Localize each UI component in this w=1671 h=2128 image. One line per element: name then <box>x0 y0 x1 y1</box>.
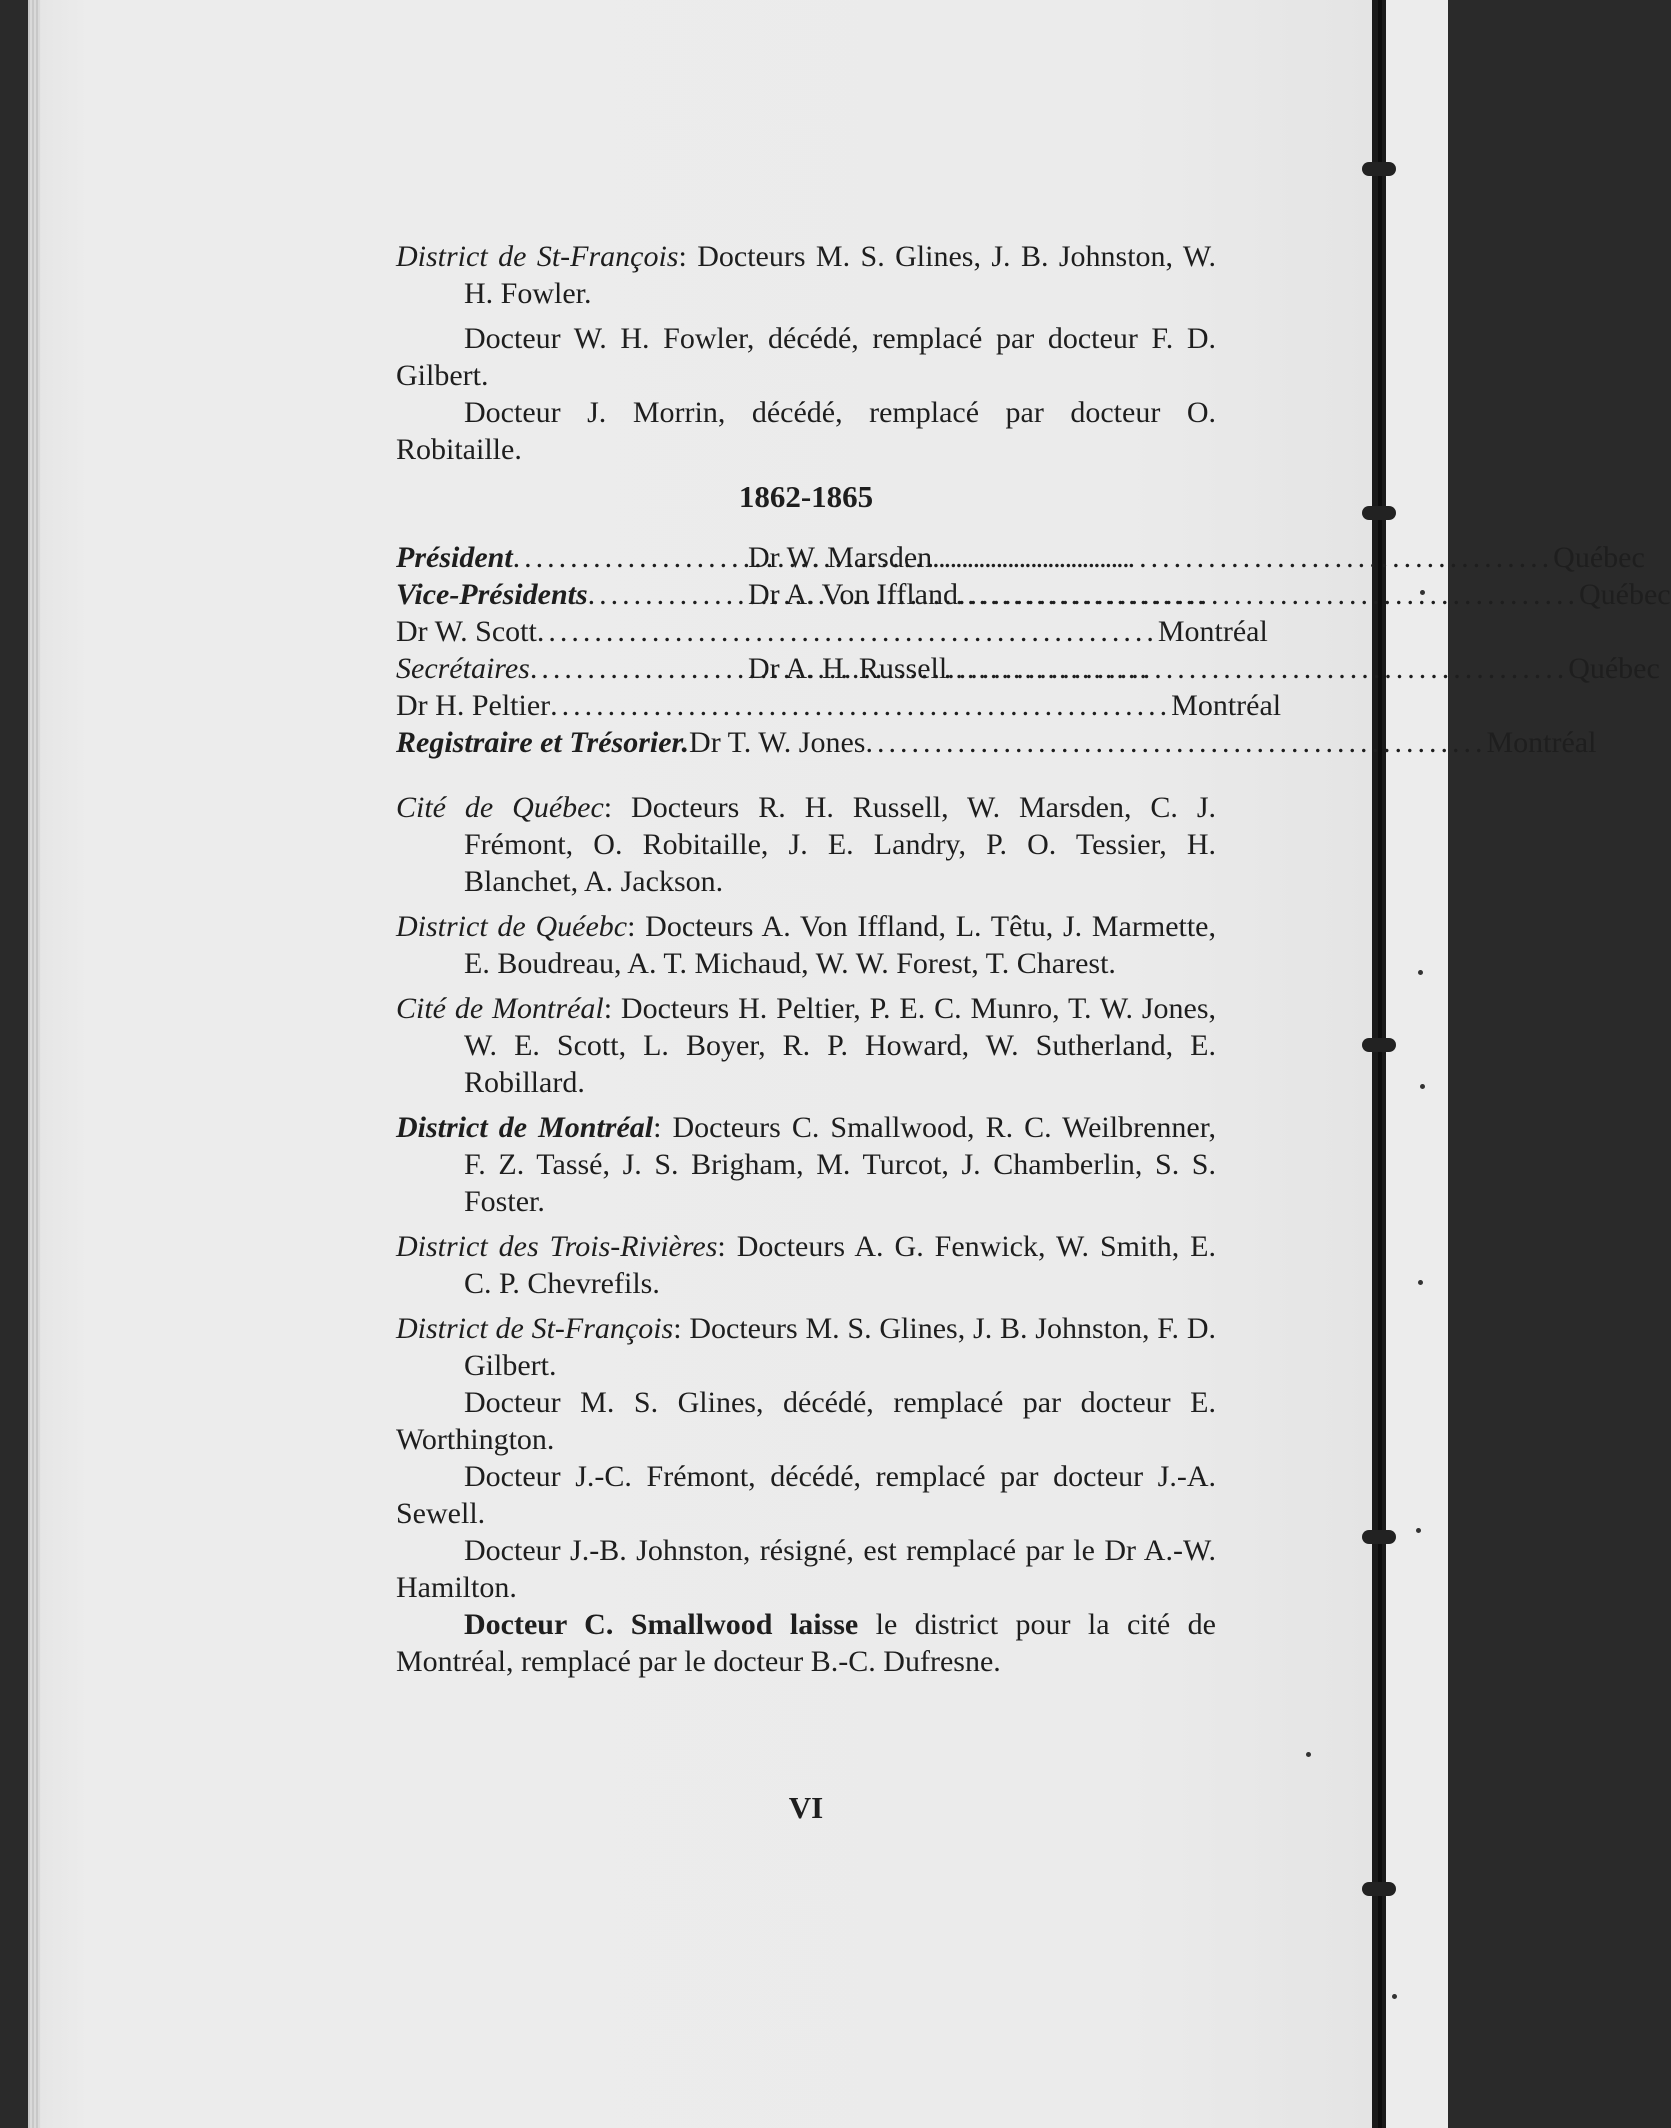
district-text: : Docteurs H. Peltier, P. E. C. Munro, T. W. Jones, W. E. Scott, L. Boyer, R. P. Howard, W. Sutherland, E. Robillard. <box>464 992 1216 1099</box>
adjacent-page-edge <box>1386 0 1448 2128</box>
speck <box>1306 1752 1311 1757</box>
binding-clip <box>1362 162 1396 176</box>
district-label: Cité de Québec <box>396 791 604 824</box>
officer-city: Québec <box>1553 541 1645 574</box>
officer-city: Québec <box>1568 652 1660 685</box>
district-entry <box>396 990 1216 1101</box>
speck <box>1418 1280 1423 1285</box>
officer-name: Dr W. Scott <box>396 615 537 648</box>
intro-note: Docteur J. Morrin, décédé, remplacé par docteur O. Robitaille. <box>396 396 1216 466</box>
officer-title: Vice-Présidents <box>396 578 588 611</box>
officer-city: Montréal <box>1486 726 1597 759</box>
district-entry <box>396 1228 1216 1302</box>
binding-clip <box>1362 1038 1396 1052</box>
speck <box>1418 970 1423 975</box>
district-text: : Docteurs R. H. Russell, W. Marsden, C. J. Frémont, O. Robitaille, J. E. Landry, P. O. Tessier, H. Blanchet, A. Jackson. <box>464 791 1217 898</box>
officer-row <box>396 724 1597 761</box>
officer-name: Dr T. W. Jones <box>689 726 866 759</box>
year-heading: 1862-1865 <box>738 479 874 514</box>
officer-city: Québec <box>1579 578 1671 611</box>
intro-note: Docteur W. H. Fowler, décédé, remplacé par docteur F. D. Gilbert. <box>396 322 1216 392</box>
binding-clip <box>1362 1530 1396 1544</box>
officer-title: Secrétaires <box>396 652 530 685</box>
change-note <box>396 1606 1216 1680</box>
note-text: le district pour la cité de Montréal, remplacé par le docteur B.-C. Dufresne. <box>396 1608 1216 1678</box>
officers-list <box>396 539 1671 761</box>
district-entry <box>396 789 1216 900</box>
binding-spine <box>1378 0 1382 2128</box>
district-label: District de St-François <box>396 240 679 273</box>
district-label: Cité de Montréal <box>396 992 604 1025</box>
officer-name: Dr A. Von Iffland <box>748 578 958 611</box>
officer-row <box>396 687 1282 724</box>
change-note: Docteur J.-B. Johnston, résigné, est remplacé par le Dr A.-W. Hamilton. <box>396 1534 1216 1604</box>
officer-city: Montréal <box>1157 615 1268 648</box>
district-entry <box>396 1109 1216 1220</box>
page-text <box>396 238 1671 1680</box>
speck <box>1420 1084 1425 1089</box>
district-label: District de Quéebc <box>396 910 628 943</box>
district-text: : Docteurs C. Smallwood, R. C. Weilbrenner, F. Z. Tassé, J. S. Brigham, M. Turcot, J. Chamberlin, S. S. Foster. <box>464 1111 1216 1218</box>
district-text: : Docteurs A. G. Fenwick, W. Smith, E. C. P. Chevrefils. <box>464 1230 1217 1300</box>
officer-row <box>396 650 1660 687</box>
intro-district <box>396 238 1216 312</box>
officer-row <box>396 539 1645 576</box>
officer-title: Président <box>396 541 513 574</box>
officer-row <box>396 613 1268 650</box>
officer-name: Dr H. Peltier <box>396 689 551 722</box>
district-text: : Docteurs A. Von Iffland, L. Têtu, J. Marmette, E. Boudreau, A. T. Michaud, W. W. Forest, T. Charest. <box>464 910 1216 980</box>
district-entry <box>396 908 1216 982</box>
district-text: : Docteurs M. S. Glines, J. B. Johnston, F. D. Gilbert. <box>464 1312 1216 1382</box>
officer-city: Montréal <box>1171 689 1282 722</box>
district-text: : Docteurs M. S. Glines, J. B. Johnston, W. H. Fowler. <box>464 240 1216 310</box>
change-note: Docteur J.-C. Frémont, décédé, remplacé par docteur J.-A. Sewell. <box>396 1460 1216 1530</box>
binding-clip <box>1362 506 1396 520</box>
binding-clip <box>1362 1882 1396 1896</box>
page-edge <box>28 0 40 2128</box>
change-note: Docteur M. S. Glines, décédé, remplacé par docteur E. Worthington. <box>396 1386 1216 1456</box>
district-label: District de St-François <box>396 1312 674 1345</box>
officer-name: Dr A. H. Russell <box>748 652 948 685</box>
note-emphasis: Docteur C. Smallwood laisse <box>464 1608 859 1641</box>
district-label: District de Montréal <box>396 1111 654 1144</box>
speck <box>1392 1994 1397 1999</box>
speck <box>1416 1528 1421 1533</box>
district-entry <box>396 1310 1216 1384</box>
page-number: VI <box>788 1790 824 1825</box>
officer-row <box>396 576 1671 613</box>
officer-title: Registraire et Trésorier. <box>396 726 690 759</box>
officer-name: Dr W. Marsden <box>748 541 933 574</box>
district-label: District des Trois-Rivières <box>396 1230 718 1263</box>
